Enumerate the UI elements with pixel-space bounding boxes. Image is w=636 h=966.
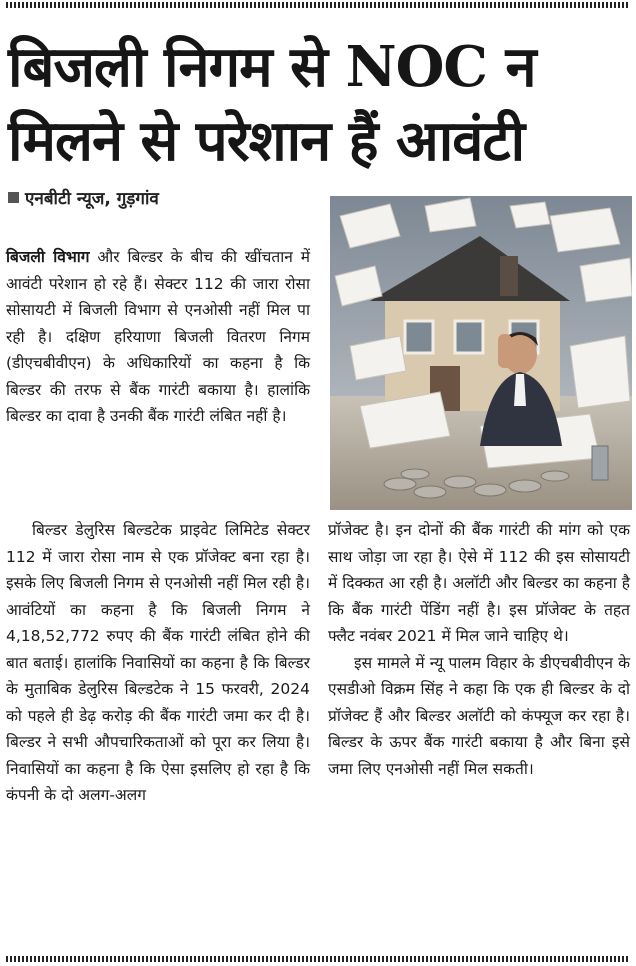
dateline	[8, 186, 159, 209]
headline	[8, 30, 632, 178]
article-photo	[330, 196, 632, 510]
square-bullet-icon	[8, 192, 19, 203]
paragraph-2: बिल्डर डेलुरिस बिल्डटेक प्राइवेट लिमिटेड सेक्टर 112 में जारा रोसा नाम से एक प्रॉजेक्ट बना रहा है। इसके लिए बिजली निगम से एनओसी नहीं मिल रही है। आवंटियों का कहना है कि बिजली निगम ने 4,18,52,772 रुपए की बैंक गारंटी लंबित होने की बात बताई। हालांकि निवासियों का कहना है कि बिल्डर के मुताबिक डेलुरिस बिल्डटेक ने 15 फरवरी, 2024 को पहले ही डेढ़ करोड़ की बैंक गारंटी जमा कर दी है। बिल्डर ने सभी औपचारिकताओं को पूरा कर लिया है। निवासियों का कहना है कि ऐसा इसलिए हो रहा है कि कंपनी के दो अलग-अलग	[6, 521, 310, 804]
top-rule	[6, 2, 630, 8]
paragraph-1-text: और बिल्डर के बीच की खींचतान में आवंटी परेशान हो रहे हैं। सेक्टर 112 की जारा रोसा सोसायटी में बिजली विभाग से एनओसी नहीं मिल पा रही है। दक्षिण हरियाणा बिजली वितरण निगम (डीएचबीवीएन) के अधिकारियों का कहना है कि बिल्डर की तरफ से बैंक गारंटी बकाया है। हालांकि बिल्डर का दावा है उनकी बैंक गारंटी लंबित नहीं है।	[6, 248, 310, 425]
article-column-left-bottom	[6, 517, 310, 809]
article-column-right	[328, 517, 630, 782]
article-column-left-top	[6, 244, 310, 430]
paragraph-1	[6, 244, 310, 430]
stressed-man-house-papers-illustration	[330, 196, 632, 510]
dateline-text: एनबीटी न्यूज, गुड़गांव	[25, 189, 159, 209]
headline-line-1: बिजली निगम से NOC न	[8, 34, 536, 100]
paragraph-4: इस मामले में न्यू पालम विहार के डीएचबीवीएन के एसडीओ विक्रम सिंह ने कहा कि एक ही बिल्डर के दो प्रॉजेक्ट हैं और बिल्डर अलॉटी को कंफ्यूज कर रहा है। बिल्डर के ऊपर बैंक गारंटी बकाया है और बिना इसे जमा लिए एनओसी नहीं मिल सकती।	[328, 653, 630, 778]
paragraph-3: प्रॉजेक्ट है। इन दोनों की बैंक गारंटी की मांग को एक साथ जोड़ा जा रहा है। ऐसे में 112 की इस सोसायटी में दिक्कत आ रही है। अलॉटी और बिल्डर का कहना है कि बैंक गारंटी पेंडिंग नहीं है। इस प्रॉजेक्ट के तहत फ्लैट नवंबर 2021 में मिल जाने चाहिए थे।	[328, 521, 630, 645]
headline-line-2: मिलने से परेशान हैं आवंटी	[8, 108, 525, 174]
bottom-rule	[6, 956, 630, 962]
lead-phrase: बिजली विभाग	[6, 248, 90, 266]
